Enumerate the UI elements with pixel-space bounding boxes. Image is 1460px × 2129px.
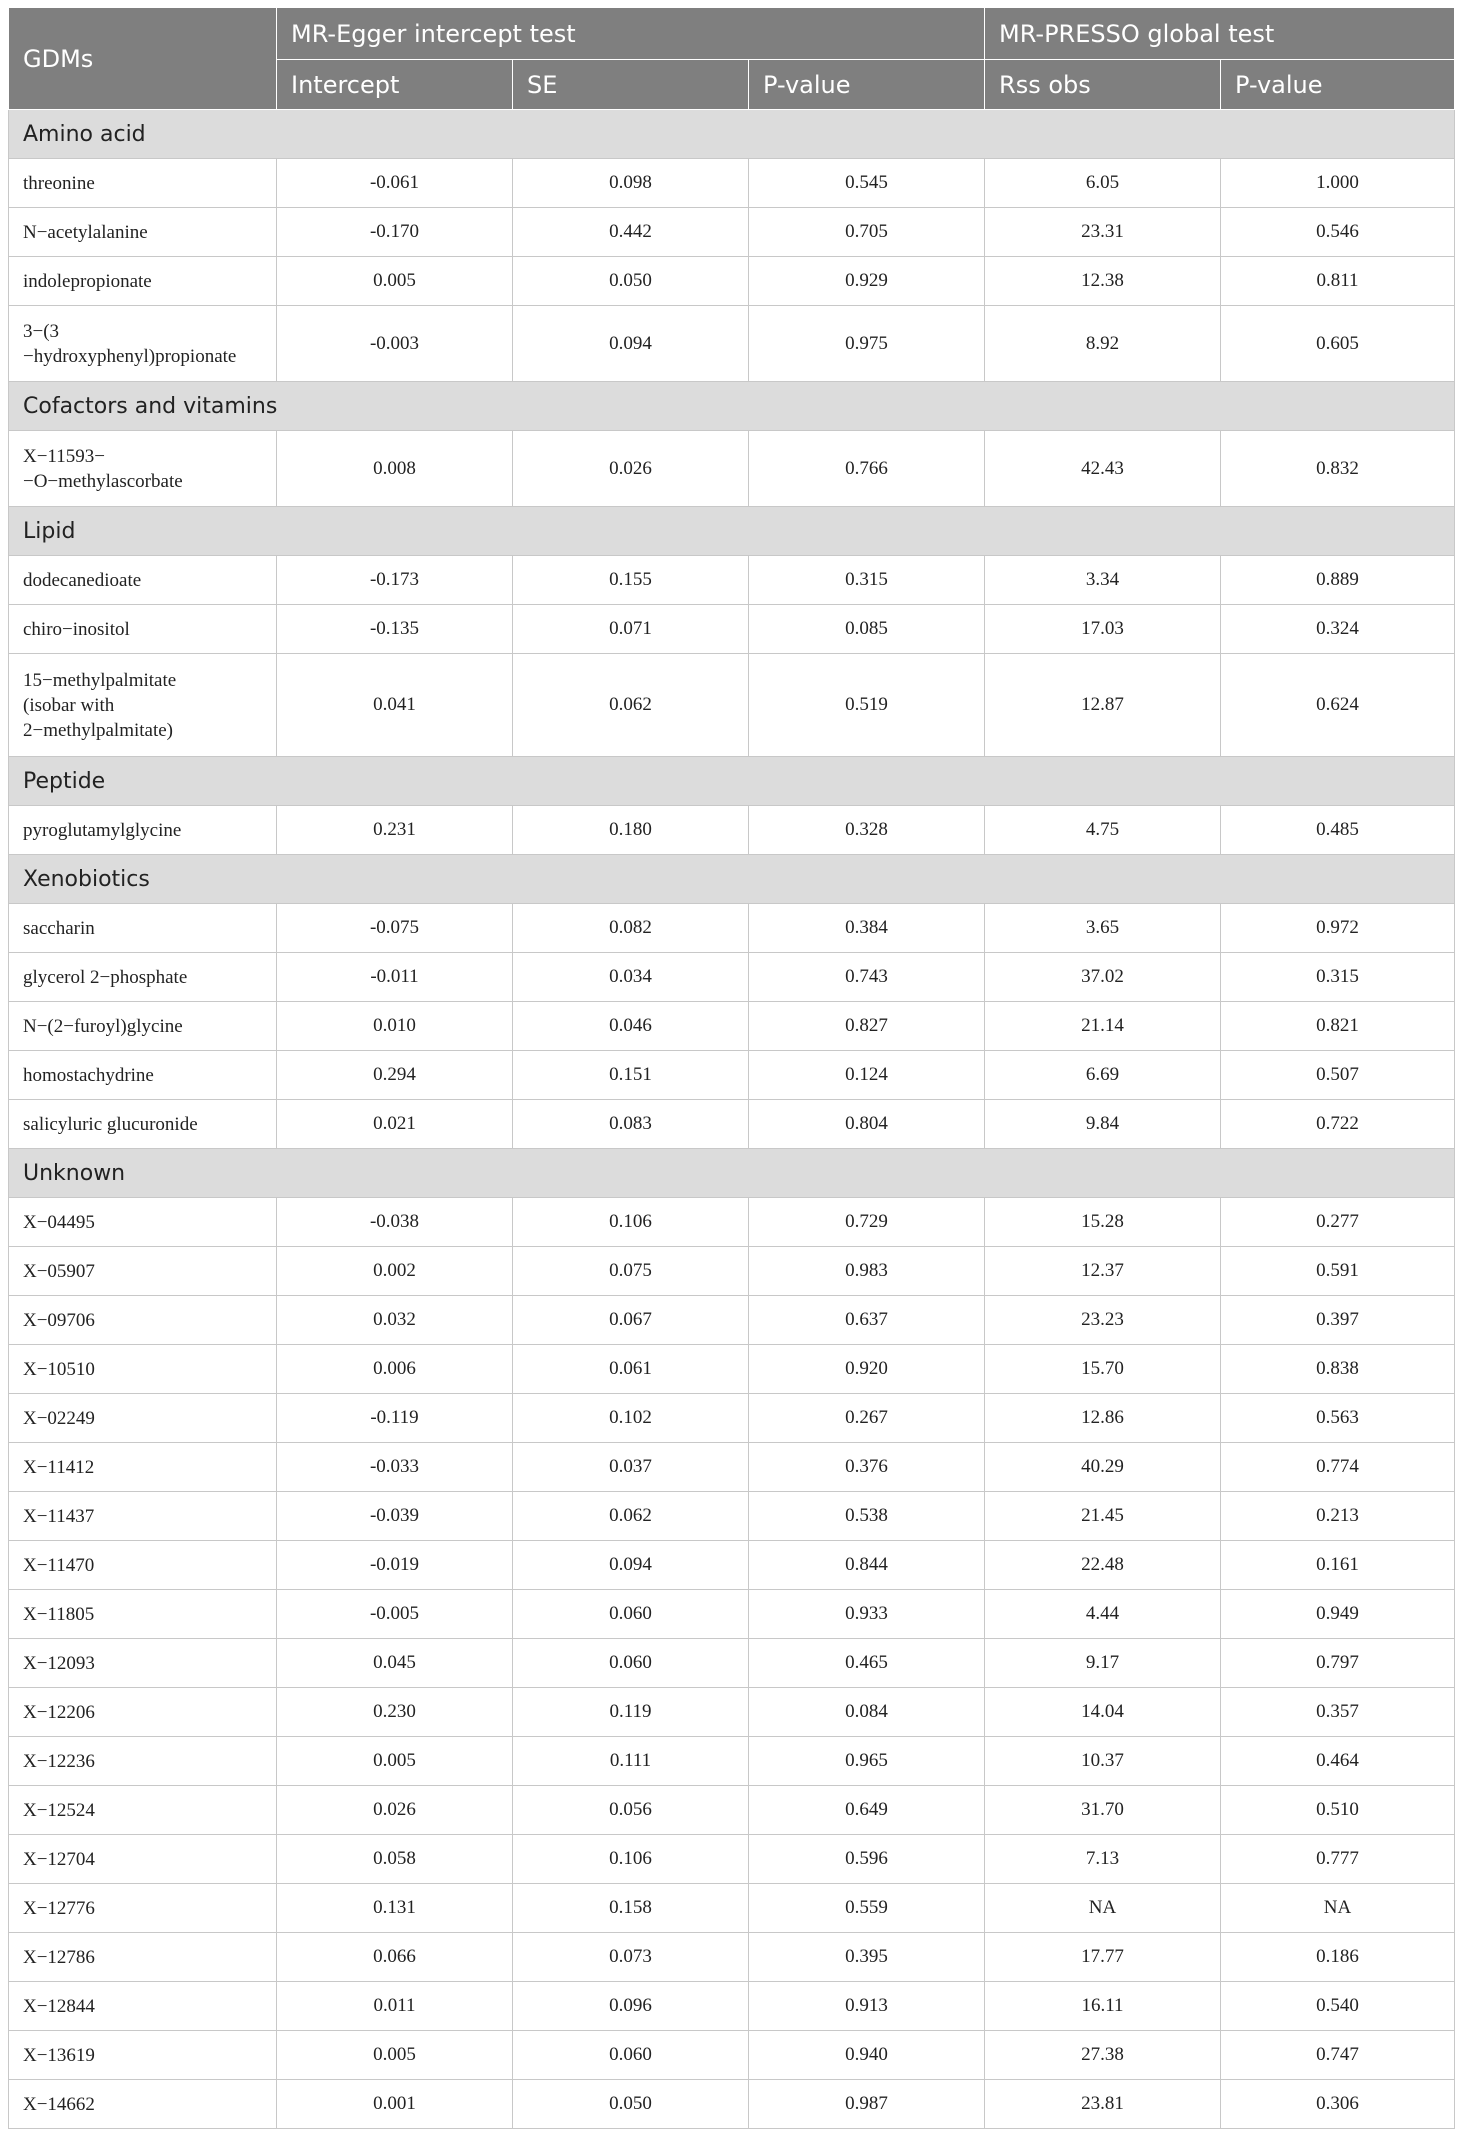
se-value: 0.062 [513, 654, 749, 757]
rss-obs-value: 8.92 [985, 306, 1221, 382]
presso-p-value: 0.605 [1221, 306, 1455, 382]
header-se: SE [513, 60, 749, 110]
egger-p-value: 0.804 [749, 1100, 985, 1149]
metabolite-name: X−10510 [9, 1345, 277, 1394]
table-row [9, 1051, 1455, 1100]
intercept-value: 0.005 [277, 257, 513, 306]
egger-p-value: 0.267 [749, 1394, 985, 1443]
egger-p-value: 0.929 [749, 257, 985, 306]
se-value: 0.026 [513, 431, 749, 507]
egger-p-value: 0.965 [749, 1737, 985, 1786]
presso-p-value: 0.485 [1221, 806, 1455, 855]
se-value: 0.094 [513, 306, 749, 382]
presso-p-value: 0.747 [1221, 2031, 1455, 2080]
se-value: 0.067 [513, 1296, 749, 1345]
egger-p-value: 0.538 [749, 1492, 985, 1541]
metabolite-name: X−13619 [9, 2031, 277, 2080]
table-row [9, 1688, 1455, 1737]
metabolite-name: X−11593− −O−methylascorbate [9, 431, 277, 507]
metabolite-name: X−02249 [9, 1394, 277, 1443]
egger-p-value: 0.940 [749, 2031, 985, 2080]
egger-p-value: 0.729 [749, 1198, 985, 1247]
intercept-value: -0.135 [277, 605, 513, 654]
rss-obs-value: 40.29 [985, 1443, 1221, 1492]
egger-p-value: 0.933 [749, 1590, 985, 1639]
intercept-value: -0.005 [277, 1590, 513, 1639]
category-label: Unknown [9, 1149, 1455, 1198]
rss-obs-value: 23.81 [985, 2080, 1221, 2129]
rss-obs-value: 21.14 [985, 1002, 1221, 1051]
se-value: 0.106 [513, 1198, 749, 1247]
table-row [9, 654, 1455, 757]
metabolite-name: pyroglutamylglycine [9, 806, 277, 855]
category-label: Amino acid [9, 110, 1455, 159]
egger-p-value: 0.649 [749, 1786, 985, 1835]
intercept-value: 0.002 [277, 1247, 513, 1296]
table-row [9, 1100, 1455, 1149]
rss-obs-value: 31.70 [985, 1786, 1221, 1835]
metabolite-name: X−12704 [9, 1835, 277, 1884]
table-row [9, 806, 1455, 855]
se-value: 0.111 [513, 1737, 749, 1786]
rss-obs-value: 3.65 [985, 904, 1221, 953]
rss-obs-value: 12.38 [985, 257, 1221, 306]
metabolite-name: X−09706 [9, 1296, 277, 1345]
table-row [9, 953, 1455, 1002]
category-label: Peptide [9, 757, 1455, 806]
presso-p-value: 0.324 [1221, 605, 1455, 654]
rss-obs-value: 4.75 [985, 806, 1221, 855]
se-value: 0.071 [513, 605, 749, 654]
metabolite-name: X−12786 [9, 1933, 277, 1982]
metabolite-name: X−12236 [9, 1737, 277, 1786]
rss-obs-value: 17.77 [985, 1933, 1221, 1982]
se-value: 0.096 [513, 1982, 749, 2031]
header-mr-presso: MR-PRESSO global test [985, 8, 1455, 60]
intercept-value: 0.294 [277, 1051, 513, 1100]
presso-p-value: 0.889 [1221, 556, 1455, 605]
table-row [9, 904, 1455, 953]
header-rss-obs: Rss obs [985, 60, 1221, 110]
metabolite-name: salicyluric glucuronide [9, 1100, 277, 1149]
presso-p-value: 0.949 [1221, 1590, 1455, 1639]
egger-p-value: 0.705 [749, 208, 985, 257]
se-value: 0.102 [513, 1394, 749, 1443]
table-row [9, 1982, 1455, 2031]
presso-p-value: 1.000 [1221, 159, 1455, 208]
intercept-value: 0.005 [277, 1737, 513, 1786]
egger-p-value: 0.328 [749, 806, 985, 855]
intercept-value: 0.021 [277, 1100, 513, 1149]
presso-p-value: 0.972 [1221, 904, 1455, 953]
table-row [9, 1492, 1455, 1541]
egger-p-value: 0.913 [749, 1982, 985, 2031]
se-value: 0.098 [513, 159, 749, 208]
table-row [9, 208, 1455, 257]
category-row [9, 382, 1455, 431]
intercept-value: 0.006 [277, 1345, 513, 1394]
header-gdms: GDMs [9, 8, 277, 110]
egger-p-value: 0.519 [749, 654, 985, 757]
se-value: 0.037 [513, 1443, 749, 1492]
header-mr-egger: MR-Egger intercept test [277, 8, 985, 60]
presso-p-value: 0.797 [1221, 1639, 1455, 1688]
category-row [9, 110, 1455, 159]
table-row [9, 1933, 1455, 1982]
metabolite-name: X−12776 [9, 1884, 277, 1933]
egger-p-value: 0.920 [749, 1345, 985, 1394]
rss-obs-value: 4.44 [985, 1590, 1221, 1639]
table-header [9, 8, 1455, 110]
metabolite-name: saccharin [9, 904, 277, 953]
intercept-value: 0.032 [277, 1296, 513, 1345]
rss-obs-value: NA [985, 1884, 1221, 1933]
table-row [9, 556, 1455, 605]
presso-p-value: 0.722 [1221, 1100, 1455, 1149]
rss-obs-value: 9.84 [985, 1100, 1221, 1149]
intercept-value: 0.230 [277, 1688, 513, 1737]
metabolite-name: X−05907 [9, 1247, 277, 1296]
rss-obs-value: 3.34 [985, 556, 1221, 605]
presso-p-value: 0.213 [1221, 1492, 1455, 1541]
category-row [9, 757, 1455, 806]
egger-p-value: 0.987 [749, 2080, 985, 2129]
metabolite-name: X−12206 [9, 1688, 277, 1737]
egger-p-value: 0.085 [749, 605, 985, 654]
se-value: 0.060 [513, 2031, 749, 2080]
presso-p-value: 0.397 [1221, 1296, 1455, 1345]
presso-p-value: 0.774 [1221, 1443, 1455, 1492]
rss-obs-value: 17.03 [985, 605, 1221, 654]
egger-p-value: 0.596 [749, 1835, 985, 1884]
table-row [9, 1590, 1455, 1639]
intercept-value: 0.001 [277, 2080, 513, 2129]
rss-obs-value: 9.17 [985, 1639, 1221, 1688]
table-row [9, 257, 1455, 306]
presso-p-value: 0.821 [1221, 1002, 1455, 1051]
se-value: 0.050 [513, 257, 749, 306]
rss-obs-value: 6.69 [985, 1051, 1221, 1100]
presso-p-value: 0.777 [1221, 1835, 1455, 1884]
egger-p-value: 0.743 [749, 953, 985, 1002]
se-value: 0.155 [513, 556, 749, 605]
header-p-value-egger: P-value [749, 60, 985, 110]
egger-p-value: 0.766 [749, 431, 985, 507]
metabolite-name: X−12093 [9, 1639, 277, 1688]
rss-obs-value: 14.04 [985, 1688, 1221, 1737]
metabolite-name: homostachydrine [9, 1051, 277, 1100]
se-value: 0.075 [513, 1247, 749, 1296]
presso-p-value: 0.838 [1221, 1345, 1455, 1394]
table-row [9, 1541, 1455, 1590]
metabolite-name: 15−methylpalmitate (isobar with 2−methylpalmitate) [9, 654, 277, 757]
rss-obs-value: 6.05 [985, 159, 1221, 208]
category-label: Lipid [9, 507, 1455, 556]
category-row [9, 855, 1455, 904]
se-value: 0.073 [513, 1933, 749, 1982]
intercept-value: 0.045 [277, 1639, 513, 1688]
table-row [9, 1884, 1455, 1933]
presso-p-value: 0.546 [1221, 208, 1455, 257]
rss-obs-value: 12.37 [985, 1247, 1221, 1296]
category-label: Xenobiotics [9, 855, 1455, 904]
results-table [8, 7, 1455, 2129]
se-value: 0.180 [513, 806, 749, 855]
presso-p-value: 0.563 [1221, 1394, 1455, 1443]
egger-p-value: 0.124 [749, 1051, 985, 1100]
intercept-value: -0.011 [277, 953, 513, 1002]
metabolite-name: X−12524 [9, 1786, 277, 1835]
intercept-value: 0.131 [277, 1884, 513, 1933]
presso-p-value: 0.591 [1221, 1247, 1455, 1296]
egger-p-value: 0.637 [749, 1296, 985, 1345]
se-value: 0.151 [513, 1051, 749, 1100]
rss-obs-value: 23.31 [985, 208, 1221, 257]
rss-obs-value: 23.23 [985, 1296, 1221, 1345]
table-body [9, 110, 1455, 2129]
se-value: 0.034 [513, 953, 749, 1002]
rss-obs-value: 37.02 [985, 953, 1221, 1002]
presso-p-value: 0.186 [1221, 1933, 1455, 1982]
se-value: 0.442 [513, 208, 749, 257]
rss-obs-value: 16.11 [985, 1982, 1221, 2031]
category-row [9, 1149, 1455, 1198]
rss-obs-value: 15.70 [985, 1345, 1221, 1394]
metabolite-name: X−11470 [9, 1541, 277, 1590]
metabolite-name: N−acetylalanine [9, 208, 277, 257]
table-row [9, 2080, 1455, 2129]
intercept-value: 0.058 [277, 1835, 513, 1884]
se-value: 0.060 [513, 1639, 749, 1688]
table-row [9, 1198, 1455, 1247]
table-row [9, 1737, 1455, 1786]
se-value: 0.056 [513, 1786, 749, 1835]
rss-obs-value: 42.43 [985, 431, 1221, 507]
intercept-value: 0.231 [277, 806, 513, 855]
intercept-value: -0.061 [277, 159, 513, 208]
presso-p-value: 0.464 [1221, 1737, 1455, 1786]
presso-p-value: NA [1221, 1884, 1455, 1933]
metabolite-name: X−14662 [9, 2080, 277, 2129]
table-row [9, 2031, 1455, 2080]
category-row [9, 507, 1455, 556]
category-label: Cofactors and vitamins [9, 382, 1455, 431]
metabolite-name: X−11437 [9, 1492, 277, 1541]
metabolite-name: X−11805 [9, 1590, 277, 1639]
se-value: 0.060 [513, 1590, 749, 1639]
se-value: 0.119 [513, 1688, 749, 1737]
presso-p-value: 0.161 [1221, 1541, 1455, 1590]
rss-obs-value: 12.86 [985, 1394, 1221, 1443]
rss-obs-value: 22.48 [985, 1541, 1221, 1590]
egger-p-value: 0.983 [749, 1247, 985, 1296]
presso-p-value: 0.507 [1221, 1051, 1455, 1100]
intercept-value: -0.039 [277, 1492, 513, 1541]
table-row [9, 1002, 1455, 1051]
egger-p-value: 0.315 [749, 556, 985, 605]
se-value: 0.158 [513, 1884, 749, 1933]
intercept-value: -0.119 [277, 1394, 513, 1443]
intercept-value: 0.005 [277, 2031, 513, 2080]
intercept-value: -0.075 [277, 904, 513, 953]
rss-obs-value: 7.13 [985, 1835, 1221, 1884]
se-value: 0.082 [513, 904, 749, 953]
table-row [9, 431, 1455, 507]
intercept-value: 0.026 [277, 1786, 513, 1835]
se-value: 0.062 [513, 1492, 749, 1541]
egger-p-value: 0.395 [749, 1933, 985, 1982]
se-value: 0.083 [513, 1100, 749, 1149]
rss-obs-value: 27.38 [985, 2031, 1221, 2080]
metabolite-name: X−04495 [9, 1198, 277, 1247]
se-value: 0.050 [513, 2080, 749, 2129]
presso-p-value: 0.357 [1221, 1688, 1455, 1737]
intercept-value: 0.011 [277, 1982, 513, 2031]
egger-p-value: 0.384 [749, 904, 985, 953]
header-intercept: Intercept [277, 60, 513, 110]
table-row [9, 1786, 1455, 1835]
table-row [9, 1443, 1455, 1492]
se-value: 0.094 [513, 1541, 749, 1590]
intercept-value: -0.033 [277, 1443, 513, 1492]
egger-p-value: 0.545 [749, 159, 985, 208]
egger-p-value: 0.975 [749, 306, 985, 382]
egger-p-value: 0.827 [749, 1002, 985, 1051]
table-row [9, 1394, 1455, 1443]
table-row [9, 1247, 1455, 1296]
table-row [9, 159, 1455, 208]
metabolite-name: X−12844 [9, 1982, 277, 2031]
egger-p-value: 0.844 [749, 1541, 985, 1590]
table-row [9, 1639, 1455, 1688]
intercept-value: -0.038 [277, 1198, 513, 1247]
presso-p-value: 0.832 [1221, 431, 1455, 507]
rss-obs-value: 15.28 [985, 1198, 1221, 1247]
presso-p-value: 0.811 [1221, 257, 1455, 306]
egger-p-value: 0.084 [749, 1688, 985, 1737]
metabolite-name: indolepropionate [9, 257, 277, 306]
presso-p-value: 0.315 [1221, 953, 1455, 1002]
metabolite-name: glycerol 2−phosphate [9, 953, 277, 1002]
intercept-value: 0.066 [277, 1933, 513, 1982]
rss-obs-value: 21.45 [985, 1492, 1221, 1541]
presso-p-value: 0.624 [1221, 654, 1455, 757]
header-p-value-presso: P-value [1221, 60, 1455, 110]
presso-p-value: 0.510 [1221, 1786, 1455, 1835]
intercept-value: -0.173 [277, 556, 513, 605]
presso-p-value: 0.277 [1221, 1198, 1455, 1247]
metabolite-name: threonine [9, 159, 277, 208]
metabolite-name: N−(2−furoyl)glycine [9, 1002, 277, 1051]
presso-p-value: 0.540 [1221, 1982, 1455, 2031]
egger-p-value: 0.465 [749, 1639, 985, 1688]
metabolite-name: dodecanedioate [9, 556, 277, 605]
metabolite-name: chiro−inositol [9, 605, 277, 654]
intercept-value: 0.010 [277, 1002, 513, 1051]
intercept-value: 0.041 [277, 654, 513, 757]
se-value: 0.046 [513, 1002, 749, 1051]
intercept-value: -0.019 [277, 1541, 513, 1590]
table-row [9, 605, 1455, 654]
table-row [9, 1345, 1455, 1394]
egger-p-value: 0.559 [749, 1884, 985, 1933]
egger-p-value: 0.376 [749, 1443, 985, 1492]
rss-obs-value: 10.37 [985, 1737, 1221, 1786]
intercept-value: 0.008 [277, 431, 513, 507]
presso-p-value: 0.306 [1221, 2080, 1455, 2129]
se-value: 0.106 [513, 1835, 749, 1884]
metabolite-name: 3−(3 −hydroxyphenyl)propionate [9, 306, 277, 382]
metabolite-name: X−11412 [9, 1443, 277, 1492]
table-row [9, 306, 1455, 382]
intercept-value: -0.170 [277, 208, 513, 257]
table-row [9, 1835, 1455, 1884]
table-row [9, 1296, 1455, 1345]
intercept-value: -0.003 [277, 306, 513, 382]
se-value: 0.061 [513, 1345, 749, 1394]
rss-obs-value: 12.87 [985, 654, 1221, 757]
